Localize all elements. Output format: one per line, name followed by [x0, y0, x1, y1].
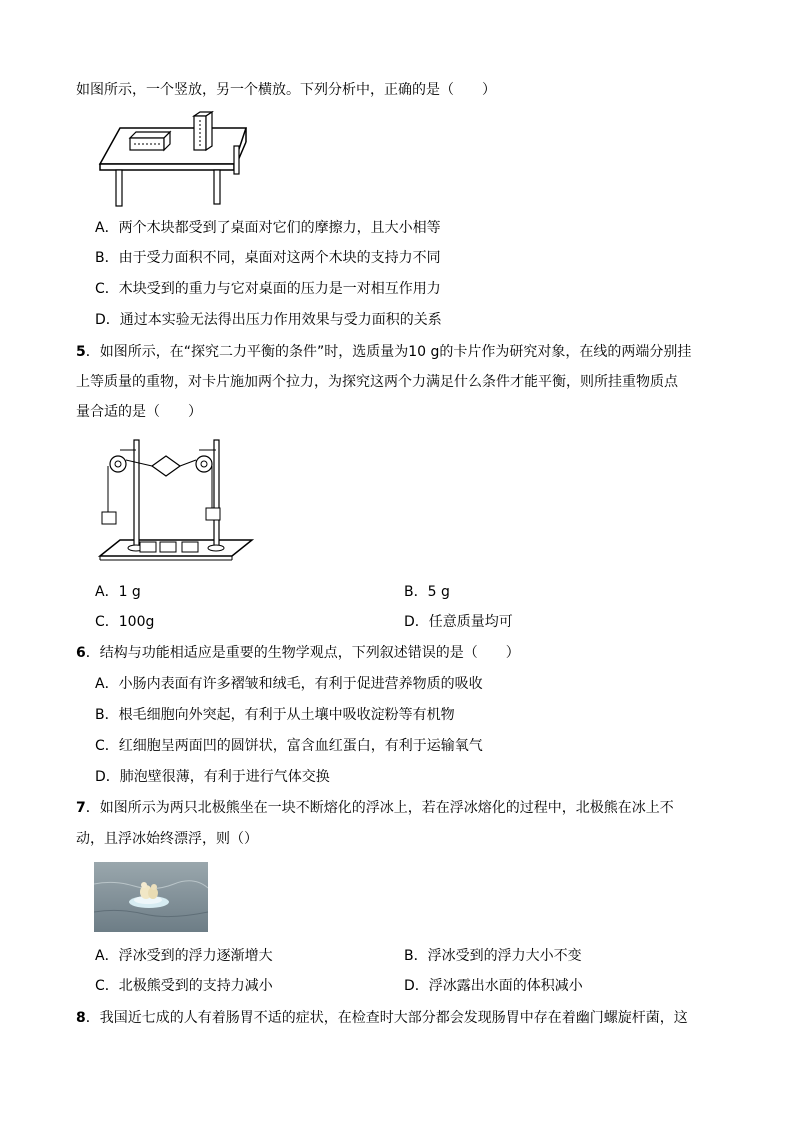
q5-stem-line-2: 上等质量的重物，对卡片施加两个拉力，为探究这两个力满足什么条件才能平衡，则所挂重物质点	[76, 374, 678, 390]
q7-number: 7	[76, 800, 86, 816]
q6-option-b[interactable]: B．根毛细胞向外突起，有利于从土壤中吸收淀粉等有机物	[95, 707, 455, 723]
q7-polar-bear-photo	[94, 862, 208, 932]
q7-option-c[interactable]: C．北极熊受到的支持力减小	[95, 978, 273, 994]
q6-number: 6	[76, 645, 86, 661]
q7-stem-line-1: 7．如图所示为两只北极熊坐在一块不断熔化的浮冰上，若在浮冰熔化的过程中，北极熊在冰上不	[76, 800, 674, 816]
q5-option-b[interactable]: B．5 g	[404, 584, 450, 600]
q7-option-b[interactable]: B．浮冰受到的浮力大小不变	[404, 948, 582, 964]
q4-stem: 如图所示，一个竖放，另一个横放。下列分析中，正确的是（ ）	[76, 82, 496, 98]
q5-apparatus-figure	[96, 432, 256, 564]
q8-stem: 8．我国近七成的人有着肠胃不适的症状，在检查时大部分都会发现肠胃中存在着幽门螺旋杆菌，这	[76, 1010, 688, 1026]
q7-option-d[interactable]: D．浮冰露出水面的体积减小	[404, 978, 583, 994]
q5-option-a[interactable]: A．1 g	[95, 584, 141, 600]
q6-stem: 6．结构与功能相适应是重要的生物学观点，下列叙述错误的是（ ）	[76, 645, 520, 661]
q5-stem-line-1: 5．如图所示，在“探究二力平衡的条件”时，选质量为10 g的卡片作为研究对象，在线的两端分别挂	[76, 344, 692, 360]
q6-option-a[interactable]: A．小肠内表面有许多褶皱和绒毛，有利于促进营养物质的吸收	[95, 676, 483, 692]
q5-number: 5	[76, 344, 86, 360]
q4-option-c[interactable]: C．木块受到的重力与它对桌面的压力是一对相互作用力	[95, 281, 441, 297]
q8-number: 8	[76, 1010, 86, 1026]
q6-option-c[interactable]: C．红细胞呈两面凹的圆饼状，富含血红蛋白，有利于运输氧气	[95, 738, 483, 754]
q7-stem-line-2: 动，且浮冰始终漂浮，则（）	[76, 831, 258, 847]
q7-option-a[interactable]: A．浮冰受到的浮力逐渐增大	[95, 948, 273, 964]
q4-option-a[interactable]: A．两个木块都受到了桌面对它们的摩擦力，且大小相等	[95, 220, 441, 236]
q6-option-d[interactable]: D．肺泡壁很薄，有利于进行气体交换	[95, 769, 330, 785]
q4-option-d[interactable]: D．通过本实验无法得出压力作用效果与受力面积的关系	[95, 312, 442, 328]
q5-option-c[interactable]: C．100g	[95, 614, 155, 630]
q5-option-d[interactable]: D．任意质量均可	[404, 614, 513, 630]
q4-table-figure	[96, 108, 252, 208]
q4-option-b[interactable]: B．由于受力面积不同，桌面对这两个木块的支持力不同	[95, 250, 441, 266]
q5-stem-line-3: 量合适的是（ ）	[76, 404, 202, 420]
